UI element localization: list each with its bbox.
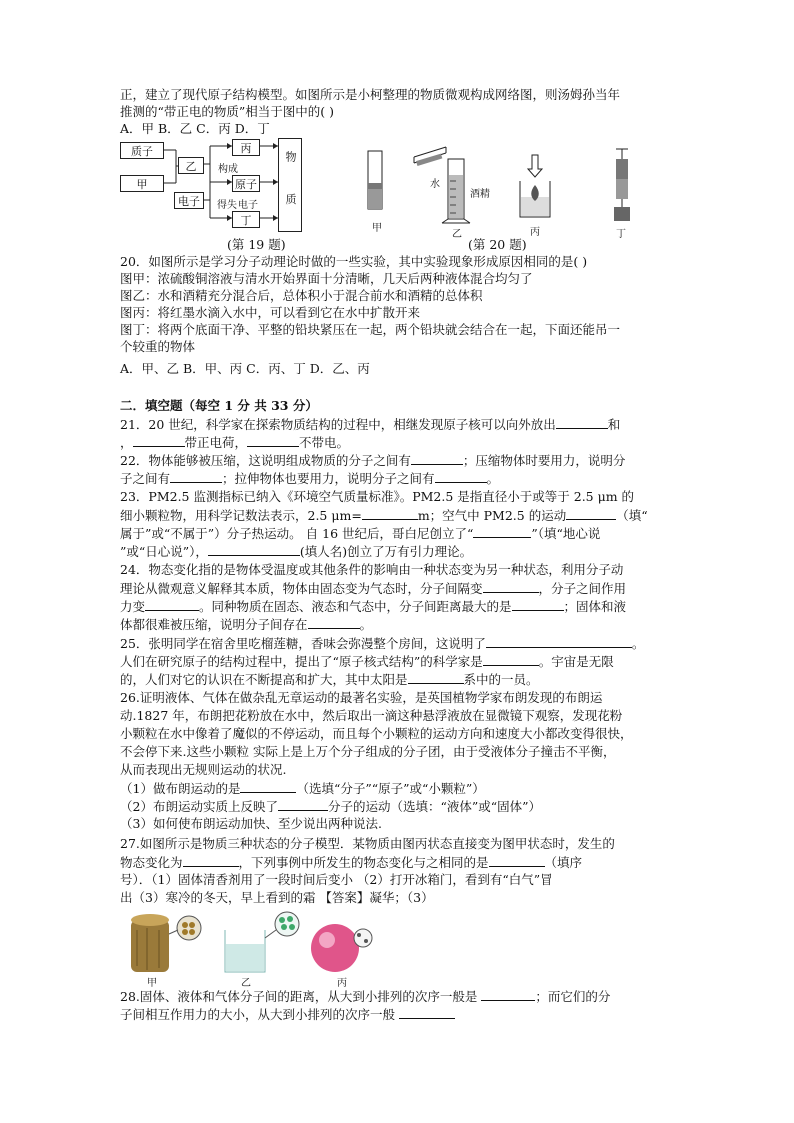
q25-line-3: 的，人们对它的认识在不断提高和扩大，其中太阳是 系中的一员。 [120,672,539,687]
box-bing: 丙 [232,139,260,156]
label-water: 水 [430,179,440,190]
q21-line-1: 21．20 世纪，科学家在探索物质结构的过程中，相继发现原子核可以向外放出 和 [120,417,621,432]
q26-line-5: 从而表现出无规则运动的状况. [120,762,287,777]
q20-options: A．甲、乙 B．甲、丙 C．丙、丁 D．乙、丙 [120,361,370,376]
q20-experiment-figure [350,145,640,240]
q22-line-1: 22．物体能够被压缩，这说明组成物质的分子之间有 ；压缩物体时要用力，说明分 [120,453,626,468]
q20-line-6: 个较重的物体 [120,339,196,354]
section-title: 二．填空题（每空 1 分 共 33 分） [120,398,318,413]
q28-line-1: 28.固体、液体和气体分子间的距离，从大到小排列的次序一般是 ；而它们的分 [120,989,611,1004]
box-atom: 原子 [232,175,260,192]
q20-caption: (第 20 题) [468,237,527,252]
label-gain-lose: 得失 [217,200,237,211]
label-electron: 电子 [238,200,258,211]
q22-line-2: 子之间有 ；拉伸物体也要用力，说明分子之间有 。 [120,471,500,486]
q27-line-4: 出（3）寒冷的冬天，早上看到的霜 【答案】凝华；（3） [120,890,434,905]
q23-line-2: 细小颗粒物，用科学记数法表示，2.5 μm= m；空气中 PM2.5 的运动 （填“ [120,508,648,523]
label-fig-jia: 甲 [372,223,382,234]
q19-line-1: 正，建立了现代原子结构模型。如图所示是小柯整理的物质微观构成网络图，则汤姆孙当年 [120,87,621,102]
q19-options: A．甲 B．乙 C．丙 D．丁 [120,121,270,136]
q21-line-2: ， 带正电荷， 不带电。 [120,435,350,450]
q26-sub-3: （3）如何使布朗运动加快、至少说出两种说法. [120,816,382,831]
label-fig-ding: 丁 [616,229,626,240]
q23-line-1: 23．PM2.5 监测指标已纳入《环境空气质量标准》。PM2.5 是指直径小于或等于 2.5 μm 的 [120,489,635,504]
label-state-jia: 甲 [147,978,157,989]
q19-line-2: 推测的“带正电的物质”相当于图中的( ) [120,104,335,119]
q27-line-1: 27.如图所示是物质三种状态的分子模型．某物质由图丙状态直接变为图甲状态时，发生的 [120,836,615,851]
q20-line-2: 图甲：浓硫酸铜溶液与清水开始界面十分清晰，几天后两种液体混合均匀了 [120,271,533,286]
experiment-drawings [350,145,640,237]
q27-line-3: 号）．（1）固体清香剂用了一段时间后变小 （2）打开冰箱门，看到有“白气”冒 [120,872,553,887]
label-fig-bing: 丙 [530,227,540,238]
label-fig-yi: 乙 [452,229,462,240]
box-ding: 丁 [232,211,260,228]
label-compose: 构成 [218,164,238,175]
q28-line-2: 子间相互作用力的大小，从大到小排列的次序一般 [120,1006,455,1023]
label-state-yi: 乙 [241,978,251,989]
q23-line-3: 属于”或“不属于”）分子热运动。 自 16 世纪后，哥白尼创立了“ ”（填“地心说 [120,526,601,541]
states-drawings [125,908,375,980]
q25-line-1: 25．张明同学在宿舍里吃榴莲糖，香味会弥漫整个房间，这说明了 。 [120,636,645,651]
q26-sub-2: （2）布朗运动实质上反映了 分子的运动（选填：“液体”或“固体”） [120,799,542,814]
box-substance: 物 质 [278,138,302,232]
q26-line-2: 动.1827 年，布朗把花粉放在水中，然后取出一滴这种悬浮液放在显微镜下观察，发现花粉 [120,708,623,723]
label-alcohol: 酒精 [470,189,490,200]
q24-line-1: 24．物态变化指的是物体受温度或其他条件的影响由一种状态变为另一种状态，利用分子动 [120,562,624,577]
q24-line-2: 理论从微观意义解释其本质，物体由固态变为气态时，分子间隔变 ，分子之间作用 [120,581,627,596]
q26-line-3: 小颗粒在水中像着了魔似的不停运动，而且每个小颗粒的运动方向和速度大小都改变得很快， [120,726,633,741]
q19-caption: (第 19 题) [227,237,286,252]
q24-line-4: 体都很难被压缩，说明分子间存在 。 [120,617,373,632]
box-electron: 电子 [174,192,204,209]
q26-line-4: 不会停下来.这些小颗粒 实际上是上万个分子组成的分子团，由于受液体分子撞击不平衡， [120,744,616,759]
q20-line-1: 20．如图所示是学习分子动理论时做的一些实验，其中实验现象形成原因相同的是( ) [120,254,588,269]
q27-line-2: 物态变化为 ，下列事例中所发生的物态变化与之相同的是 （填序 [120,855,583,870]
q26-sub-1: （1）做布朗运动的是 （选填“分子”“原子”或“小颗粒”） [120,781,485,796]
box-proton: 质子 [120,142,164,159]
q19-network-diagram [120,138,310,238]
q20-line-3: 图乙：水和酒精充分混合后，总体积小于混合前水和酒精的总体积 [120,288,483,303]
q26-line-1: 26.证明液体、气体在做杂乱无章运动的最著名实验，是英国植物学家布朗发现的布朗运 [120,690,603,705]
box-jia: 甲 [120,175,164,192]
box-yi: 乙 [178,157,204,174]
label-state-bing: 丙 [337,978,347,989]
q25-line-2: 人们在研究原子的结构过程中，提出了“原子核式结构”的科学家是 。宇宙是无限 [120,654,614,669]
q23-line-4: ”或“日心说”）， (填人名)创立了万有引力理论。 [120,544,473,559]
q20-line-4: 图丙：将红墨水滴入水中，可以看到它在水中扩散开来 [120,305,421,320]
q20-line-5: 图丁：将两个底面干净、平整的铅块紧压在一起，两个铅块就会结合在一起，下面还能吊一 [120,322,621,337]
q24-line-3: 力变 。同种物质在固态、液态和气态中，分子间距离最大的是 ；固体和液 [120,599,627,614]
q27-states-figure [125,908,375,988]
